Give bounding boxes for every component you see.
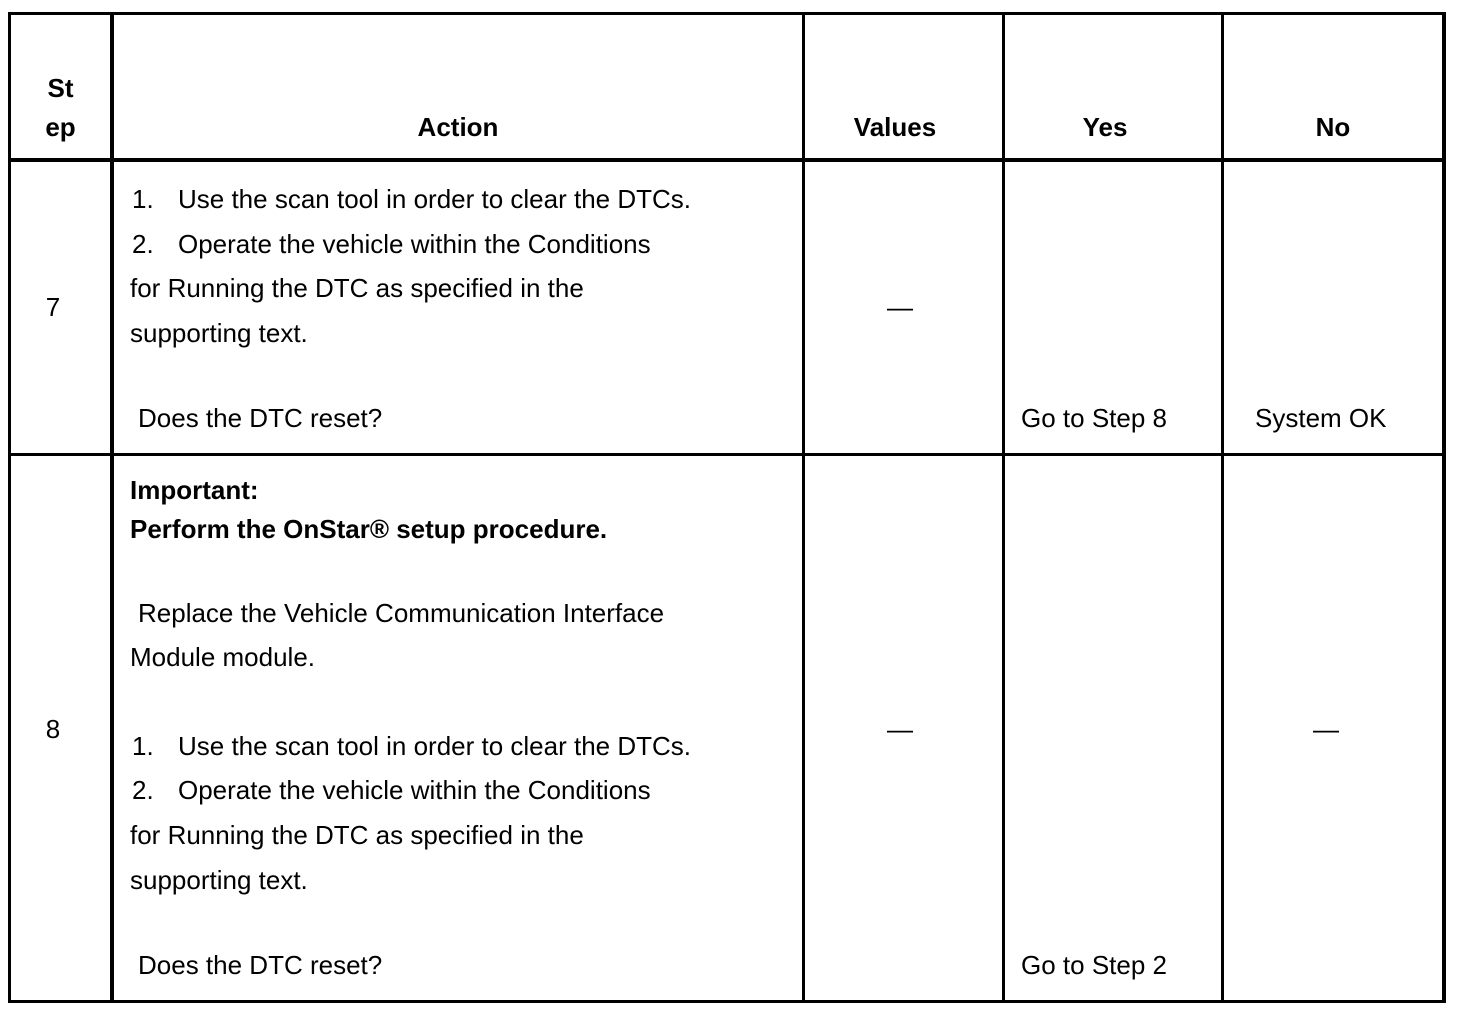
header-step xyxy=(11,73,110,142)
table-border-bottom xyxy=(8,1000,1446,1003)
row-8-step: 8 xyxy=(45,714,61,744)
row-8-item2-text: Operate the vehicle within the Conditions xyxy=(178,775,651,805)
row-7-line4: supporting text. xyxy=(130,318,308,348)
header-action: Action xyxy=(417,112,499,142)
row-8-replace-line1: Replace the Vehicle Communication Interface xyxy=(138,598,665,628)
row-8-important-label: Important: xyxy=(130,475,259,505)
table-border-left xyxy=(8,12,11,1003)
header-yes: Yes xyxy=(1082,112,1128,142)
row-8-replace-line2: Module module. xyxy=(130,642,315,672)
row-7-values: — xyxy=(887,292,913,322)
row-7-line3: for Running the DTC as specified in the xyxy=(130,273,584,303)
row-7-item1-text: Use the scan tool in order to clear the DTCs. xyxy=(178,184,692,214)
col-divider-yes xyxy=(1221,12,1224,1003)
row-7-item2-num: 2. xyxy=(132,229,154,259)
row-7-item2-text: Operate the vehicle within the Conditions xyxy=(178,229,651,259)
col-divider-values xyxy=(1002,12,1005,1003)
header-no: No xyxy=(1315,112,1351,142)
row-8-line4: supporting text. xyxy=(130,865,308,895)
row-8-item1-num: 1. xyxy=(132,731,154,761)
row-8-yes: Go to Step 2 xyxy=(1021,950,1167,980)
row-8-no: — xyxy=(1313,714,1339,744)
row-7-item1-num: 1. xyxy=(132,184,154,214)
row-8-item1-text: Use the scan tool in order to clear the DTCs. xyxy=(178,731,692,761)
table-border-top xyxy=(8,12,1446,15)
row-8-line3: for Running the DTC as specified in the xyxy=(130,820,584,850)
header-values: Values xyxy=(853,112,937,142)
header-step-line1: St xyxy=(47,73,74,103)
col-divider-step xyxy=(110,12,114,1003)
row-7-question: Does the DTC reset? xyxy=(138,403,383,433)
row-8-question: Does the DTC reset? xyxy=(138,950,383,980)
row-8-important-text: Perform the OnStar® setup procedure. xyxy=(130,514,608,544)
row-7-no: System OK xyxy=(1255,403,1387,433)
row-7-step: 7 xyxy=(45,292,61,322)
row-divider xyxy=(8,453,1446,456)
row-7-yes: Go to Step 8 xyxy=(1021,403,1167,433)
header-step-line2: ep xyxy=(45,112,76,142)
row-8-item2-num: 2. xyxy=(132,775,154,805)
col-divider-action xyxy=(802,12,805,1003)
row-8-values: — xyxy=(887,714,913,744)
table-border-right xyxy=(1442,12,1446,1003)
header-divider xyxy=(8,158,1446,162)
